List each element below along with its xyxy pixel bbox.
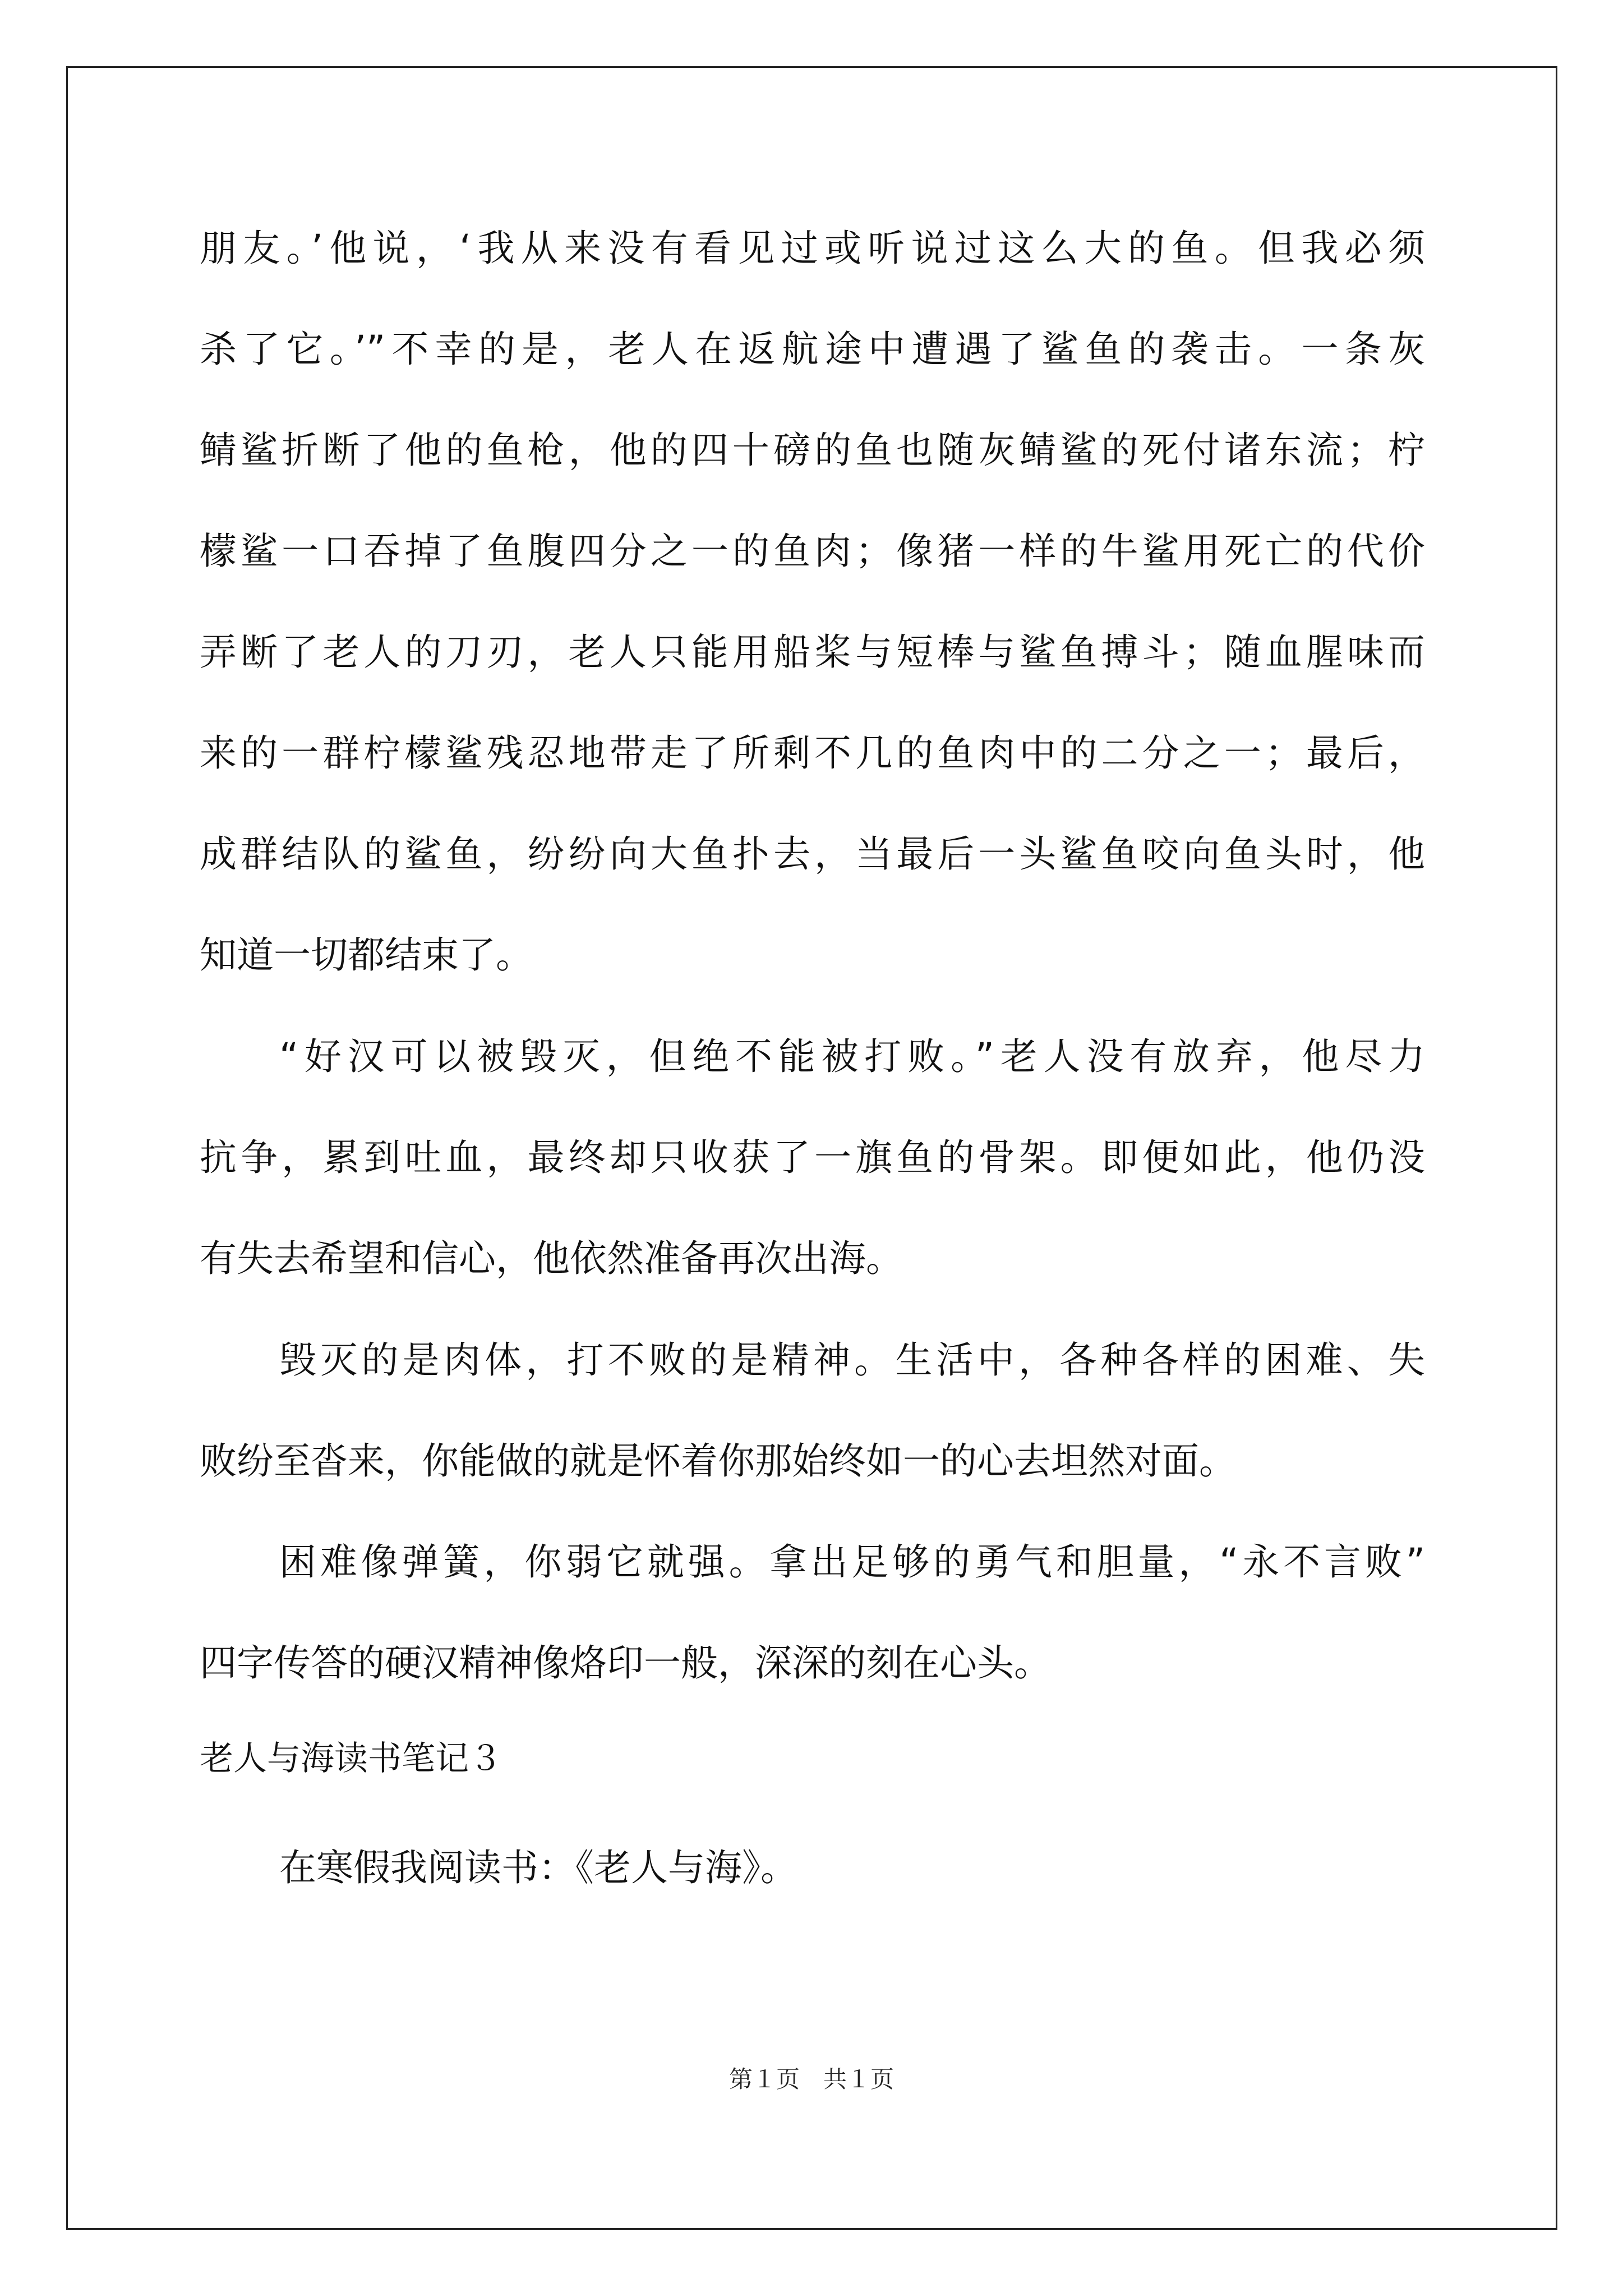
body-text-line: 有失去希望和信心，他依然准备再次出海。: [200, 1237, 903, 1280]
body-text-line: 在寒假我阅读书：《老人与海》。: [279, 1846, 797, 1889]
section-heading: 老人与海读书笔记３: [200, 1739, 502, 1778]
body-text-line: 困难像弹簧，你弱它就强。拿出足够的勇气和胆量，“永不言败”: [279, 1540, 1425, 1584]
body-text-line: 毁灭的是肉体，打不败的是精神。生活中，各种各样的困难、失: [279, 1338, 1425, 1382]
page-footer: 第１页 共１页: [728, 2065, 894, 2093]
body-text-line: 知道一切都结束了。: [200, 933, 533, 977]
body-text-line: 四字传答的硬汉精神像烙印一般，深深的刻在心头。: [200, 1641, 1051, 1685]
body-text-line: 鲭鲨折断了他的鱼枪，他的四十磅的鱼也随灰鲭鲨的死付诸东流；柠: [200, 429, 1425, 472]
body-text-line: 抗争，累到吐血，最终却只收获了一旗鱼的骨架。即便如此，他仍没: [200, 1136, 1425, 1179]
body-text-line: 成群结队的鲨鱼，纷纷向大鱼扑去，当最后一头鲨鱼咬向鱼头时，他: [200, 832, 1425, 876]
body-text-line: 朋友。’他说，‘我从来没有看见过或听说过这么大的鱼。但我必须: [200, 227, 1425, 270]
body-text-line: 来的一群柠檬鲨残忍地带走了所剩不几的鱼肉中的二分之一；最后，: [200, 731, 1425, 775]
body-text-line: 败纷至沓来，你能做的就是怀着你那始终如一的心去坦然对面。: [200, 1439, 1236, 1483]
body-text-line: “好汉可以被毁灭，但绝不能被打败。”老人没有放弃，他尽力: [279, 1035, 1425, 1078]
body-text-line: 檬鲨一口吞掉了鱼腹四分之一的鱼肉；像猪一样的牛鲨用死亡的代价: [200, 530, 1425, 573]
body-text-line: 杀了它。’”不幸的是，老人在返航途中遭遇了鲨鱼的袭击。一条灰: [200, 328, 1425, 371]
body-text-line: 弄断了老人的刀刃，老人只能用船桨与短棒与鲨鱼搏斗；随血腥味而: [200, 631, 1425, 674]
